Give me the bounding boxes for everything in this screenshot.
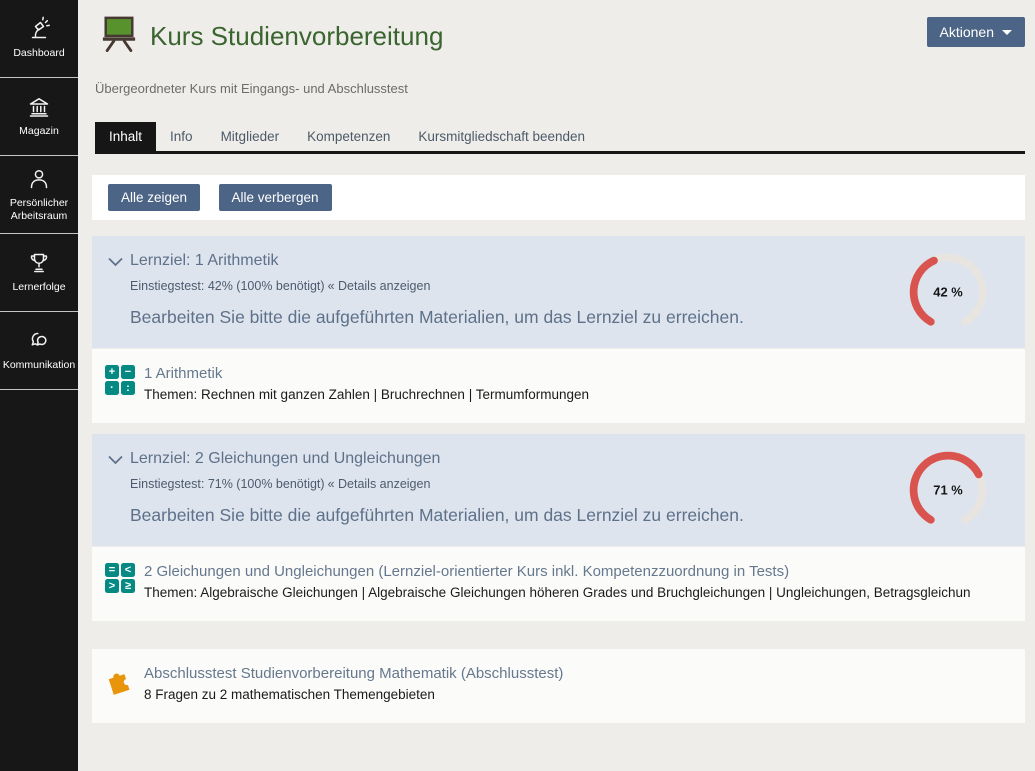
sidebar-item-dashboard[interactable] [0,0,78,78]
progress-gauge [905,447,991,533]
course-description: Übergeordneter Kurs mit Eingangs- und Abschlusstest [95,81,408,96]
sidebar-item-label: Kommunikation [2,359,76,372]
sidebar-item-label: Magazin [19,125,59,138]
course-item-arithmetik [92,349,1025,423]
course-item-gleichungen [92,547,1025,621]
progress-gauge [905,249,991,335]
actions-button-label: Aktionen [939,24,994,40]
course-icon [100,15,138,57]
sidebar-item-label: Dashboard [13,47,65,60]
course-item-abschlusstest [92,649,1025,723]
hide-all-button[interactable]: Alle verbergen [219,184,332,211]
page-title: Kurs Studienvorbereitung [150,20,444,51]
details-link[interactable]: « Details anzeigen [327,477,431,491]
objective-title: Lernziel: 1 Arithmetik [130,252,279,269]
course-item-link[interactable]: 2 Gleichungen und Ungleichungen (Lernziel-orientierter Kurs inkl. Kompetenzzuordnung in Tests) [144,563,790,580]
details-link[interactable]: « Details anzeigen [327,279,431,293]
objective-message: Bearbeiten Sie bitte die aufgeführten Materialien, um das Lernziel zu erreichen. [130,307,744,327]
course-item-link[interactable]: 1 Arithmetik [144,365,223,382]
objective-status: Einstiegstest: 42% (100% benötigt) [130,279,325,293]
sidebar-item-label: Persönlicher Arbeitsraum [9,196,69,222]
chevron-down-icon [1002,30,1012,35]
chat-icon [26,328,52,354]
tab-kompetenzen[interactable]: Kompetenzen [307,129,391,144]
progress-value: 71 % [933,482,963,498]
sidebar [0,0,78,771]
actions-button[interactable] [927,17,1025,47]
objective-message: Bearbeiten Sie bitte die aufgeführten Materialien, um das Lernziel zu erreichen. [130,505,744,525]
tab-info[interactable]: Info [170,129,193,144]
building-icon [26,94,52,120]
chevron-down-icon[interactable] [108,455,123,465]
sidebar-item-lernerfolge[interactable] [0,234,78,312]
sidebar-item-persoenlicher-arbeitsraum[interactable] [0,156,78,234]
course-item-description: Themen: Rechnen mit ganzen Zahlen | Bruchrechnen | Termumformungen [144,387,589,402]
objective-title: Lernziel: 2 Gleichungen und Ungleichungen [130,450,441,467]
sidebar-item-kommunikation[interactable] [0,312,78,390]
tab-kursmitgliedschaft-beenden[interactable]: Kursmitgliedschaft beenden [418,129,586,144]
puzzle-icon [105,665,135,695]
tab-inhalt[interactable]: Inhalt [95,122,156,151]
person-icon [26,166,52,192]
main-content [78,15,1035,771]
lamp-icon [26,16,52,42]
trophy-icon [26,250,52,276]
show-all-button[interactable]: Alle zeigen [108,184,200,211]
progress-value: 42 % [933,284,963,300]
objective-section-2 [92,434,1025,546]
page-header [100,15,1025,57]
sidebar-item-magazin[interactable] [0,78,78,156]
equations-icon: = < > ≥ [105,563,135,593]
objective-status: Einstiegstest: 71% (100% benötigt) [130,477,325,491]
course-item-description: 8 Fragen zu 2 mathematischen Themengebieten [144,687,435,702]
tab-mitglieder[interactable]: Mitglieder [220,129,280,144]
toolbar [92,175,1025,220]
course-item-link[interactable]: Abschlusstest Studienvorbereitung Mathematik (Abschlusstest) [144,665,564,682]
sidebar-item-label: Lernerfolge [12,281,66,294]
arithmetic-icon: + − · : [105,365,135,395]
course-item-description: Themen: Algebraische Gleichungen | Algebraische Gleichungen höheren Grades und Bruchgleichungen | Ungleichungen, Betragsgleichun [144,585,971,600]
objective-section-1 [92,236,1025,348]
chevron-down-icon[interactable] [108,257,123,267]
tab-bar [95,122,1025,154]
